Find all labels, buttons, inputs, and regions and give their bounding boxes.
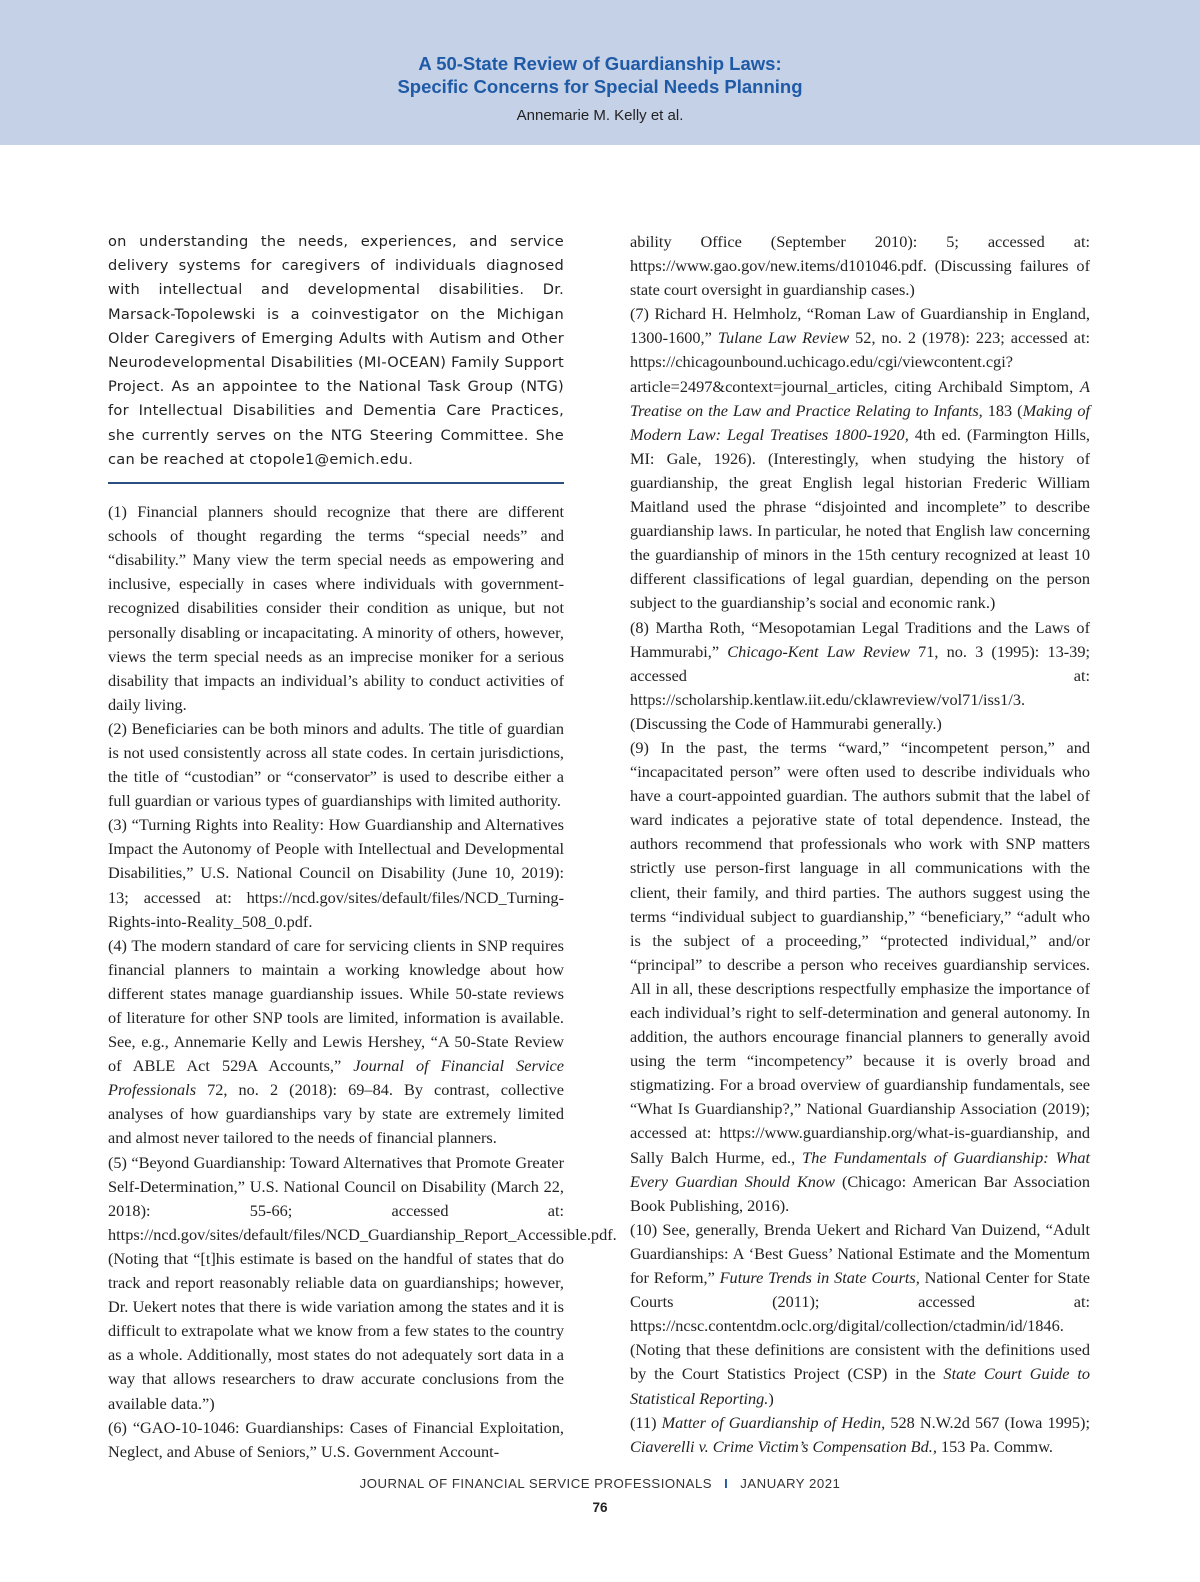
footnote-6-continued: ability Office (September 2010): 5; accessed at: https://www.gao.gov/new.items/d101046.pdf. (Discussing failures of state court oversight in guardianship cases.) — [630, 232, 1090, 300]
footnote-divider — [108, 482, 564, 484]
footnote-11 — [630, 1411, 1090, 1459]
footnote-4-text-b: 72, no. 2 (2018): 69–84. By contrast, collective analyses of how guardianships vary by state are extremely limited and almost never tailored to the needs of financial planners. — [108, 1080, 564, 1148]
footnote-9-book: The Fundamentals of Guardianship: What Every Guardian Should Know — [630, 1147, 1090, 1191]
title-line-1: A 50-State Review of Guardianship Laws: — [418, 53, 782, 74]
footnote-11-text-c: 153 Pa. Commw. — [936, 1436, 1053, 1456]
footnote-10-text-b: National Center for State Courts (2011); accessed at: https://ncsc.contentdm.oclc.org/digital/collection/ctadmin/id/1846. (Noting that these definitions are consistent with the definitions used by the Court Statistics Project (CSP) in the — [630, 1268, 1091, 1384]
footnote-10-text-a: (10) See, generally, Brenda Uekert and Richard Van Duizend, “Adult Guardianships: A ‘Best Guess’ National Estimate and the Momentum for Reform,” — [630, 1219, 1090, 1288]
footnote-5: (5) “Beyond Guardianship: Toward Alternatives that Promote Greater Self-Determination,” U.S. National Council on Disability (March 22, 2018): 55-66; accessed at: https://ncd.gov/sites/default/files/NCD_Guardianship_Report_Accessible.pdf. (Noting that “[t]his estimate is based on the handful of states that do track and report reasonably reliable data on guardianships; however, Dr. Uekert notes that there is wide variation among the states and it is difficult to extrapolate what we know from a few states to the country as a whole. Additionally, most states do not adequately sort data in a way that allows researchers to draw accurate conclusions from the available data.”) — [108, 1152, 617, 1413]
footnote-8-text-a: (8) Martha Roth, “Mesopotamian Legal Traditions and the Laws of Hammurabi,” — [630, 617, 1090, 661]
footnote-7-text-a: (7) Richard H. Helmholz, “Roman Law of Guardianship in England, 1300-1600,” — [630, 304, 1090, 348]
footnote-8-text-b: 71, no. 3 (1995): 13-39; accessed at: https://scholarship.kentlaw.iit.edu/cklawreview/vol71/iss1/3. (Discussing the Code of Hammurabi generally.) — [630, 641, 1090, 733]
footer-date: JANUARY 2021 — [740, 1476, 841, 1491]
footnote-7-text-b: 52, no. 2 (1978): 223; accessed at: https://chicagounbound.uchicago.edu/cgi/viewcontent.cgi?article=2497&context=journal_articles, citing Archibald Simptom, — [630, 328, 1090, 396]
footnote-9 — [630, 736, 1090, 1218]
footnote-4-journal: Journal of Financial Service Professionals — [108, 1056, 564, 1100]
title-line-2: Specific Concerns for Special Needs Planning — [397, 76, 803, 97]
footnote-9-text-b: (Chicago: American Bar Association Book Publishing, 2016). — [630, 1171, 1090, 1215]
footnote-6: (6) “GAO-10-1046: Guardianships: Cases of Financial Exploitation, Neglect, and Abuse of Seniors,” U.S. Government Account- — [108, 1417, 564, 1461]
footnote-3: (3) “Turning Rights into Reality: How Guardianship and Alternatives Impact the Autonomy of People with Intellectual and Developmental Disabilities,” U.S. National Council on Disability (June 10, 2019): 13; accessed at: https://ncd.gov/sites/default/files/NCD_Turning-Rights-into-Reality_508_0.pdf. — [108, 815, 564, 931]
footnote-7-text-c: 183 ( — [982, 400, 1023, 420]
footnotes-right — [630, 230, 1090, 1459]
footnote-9-text-a: (9) In the past, the terms “ward,” “incompetent person,” and “incapacitated person” were often used to describe individuals who have a court-appointed guardian. The authors submit that the label of ward indicates a pejorative state of total dependence. Instead, the authors recommend that professionals who work with SNP matters strictly use person-first language in all communications with the client, their family, and third parties. The authors suggest using the terms “individual subject to guardianship,” “beneficiary,” “adult who is the subject of a proceeding,” “protected individual,” and/or “principal” to describe a person who receives guardianship services. All in all, these descriptions respectfully emphasize the importance of each individual’s right to self-determination and general autonomy. In addition, the authors encourage financial planners to generally avoid using the term “incompetency” because it is overly broad and stigmatizing. For a broad overview of guardianship fundamentals, see “What Is Guardianship?,” National Guardianship Association (2019); accessed at: https://www.guardianship.org/what-is-guardianship, and Sally Balch Hurme, ed., — [630, 737, 1090, 1167]
footnote-11-case-2: Ciaverelli v. Crime Victim’s Compensation Bd., — [630, 1436, 937, 1456]
footnote-10-guide: State Court Guide to Statistical Reporting. — [630, 1364, 1091, 1408]
footnote-11-text-b: 528 N.W.2d 567 (Iowa 1995); — [885, 1412, 1090, 1432]
footnote-4-text-a: (4) The modern standard of care for servicing clients in SNP requires financial planners to maintain a working knowledge about how different states manage guardianship issues. While 50-state reviews of literature for other SNP tools are limited, information is available. See, e.g., Annemarie Kelly and Lewis Hershey, “A 50-State Review of ABLE Act 529A Accounts,” — [108, 935, 564, 1076]
page-number: 76 — [592, 1500, 608, 1515]
article-title — [0, 52, 1200, 98]
footnote-11-text-a: (11) — [630, 1412, 662, 1432]
footnote-7-series: Making of Modern Law: Legal Treatises 1800-1920, — [630, 400, 1091, 444]
footnote-8 — [630, 616, 1090, 736]
footnote-7-text-d: 4th ed. (Farmington Hills, MI: Gale, 1926). (Interestingly, when studying the history of guardianship, the great English legal historian Frederic William Maitland used the phrase “disjointed and incomplete” to describe guardianship laws. In particular, he noted that English law concerning the guardianship of minors in the 15th century recognized at least 10 different classifications of legal guardian, depending on the person subject to the guardianship’s social and economic rank.) — [630, 424, 1090, 613]
footnote-7-treatise: A Treatise on the Law and Practice Relating to Infants, — [630, 376, 1090, 420]
footnote-7-journal: Tulane Law Review — [717, 328, 850, 348]
footer-journal: JOURNAL OF FINANCIAL SERVICE PROFESSIONALS — [359, 1476, 713, 1491]
left-column — [108, 230, 617, 1464]
footnote-2: (2) Beneficiaries can be both minors and adults. The title of guardian is not used consistently across all state codes. In certain jurisdictions, the title of “custodian” or “conservator” is used to describe either a full guardian or various types of guardianships with limited authority. — [108, 718, 564, 811]
footnote-10 — [630, 1218, 1090, 1411]
footnote-10-text-c: ) — [768, 1388, 774, 1408]
footnote-4 — [108, 934, 564, 1151]
author-bio: on understanding the needs, experiences, and service delivery systems for caregivers of individuals diagnosed with intellectual and developmental disabilities. Dr. Marsack-Topolewski is a coinvestigator on the Michigan Older Caregivers of Emerging Adults with Autism and Other Neurodevelopmental Disabilities (MI-OCEAN) Family Support Project. As an appointee to the National Task Group (NTG) for Intellectual Disabilities and Dementia Care Practices, she currently serves on the NTG Steering Committee. She can be reached at ctopole1@emich.edu. — [108, 233, 564, 468]
right-column — [630, 230, 1090, 1459]
footnotes-left — [108, 500, 617, 1464]
footnote-8-journal: Chicago-Kent Law Review — [727, 641, 910, 661]
footnote-10-publication: Future Trends in State Courts, — [719, 1268, 920, 1288]
author-line: Annemarie M. Kelly et al. — [516, 107, 684, 124]
footnote-7 — [630, 302, 1090, 615]
footer-separator: I — [724, 1476, 729, 1491]
footnote-11-case-1: Matter of Guardianship of Hedin, — [661, 1412, 886, 1432]
footnote-1: (1) Financial planners should recognize that there are different schools of thought regarding the terms “special needs” and “disability.” Many view the term special needs as empowering and inclusive, especially in cases where individuals with government-recognized disabilities consider their condition as unique, but not personally disabling or incapacitating. A minority of others, however, views the term special needs as an imprecise moniker for a serious disability that impacts an individual’s ability to conduct activities of daily living. — [108, 502, 564, 714]
running-footer — [0, 1476, 1200, 1491]
